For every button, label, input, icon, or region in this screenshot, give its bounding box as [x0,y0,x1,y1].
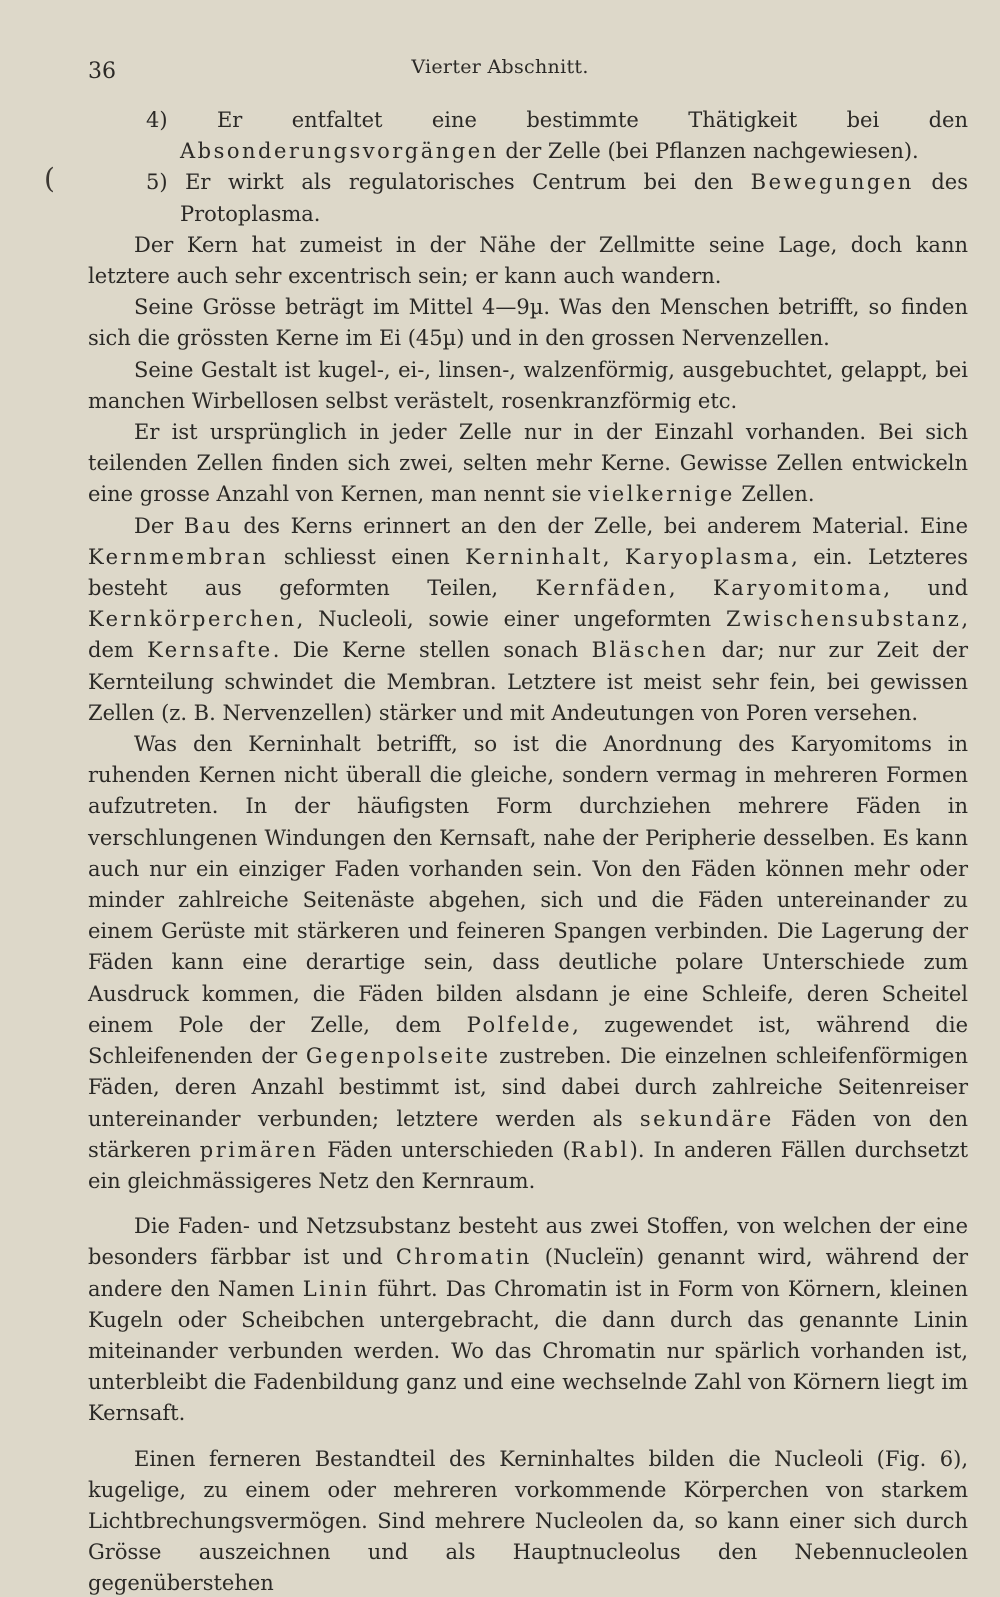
spaced-term: Gegenpolseite [305,1044,491,1069]
list-item-4: 4) Er entfaltet eine bestimmte Thätigkeit bei den Absonderungsvorgängen der Zelle (bei Pflanzen nachgewiesen). [146,108,968,164]
paragraph-contents: Was den Kerninhalt betrifft, so ist die Anordnung des Karyomitoms in ruhenden Kernen nicht überall die gleiche, sondern vermag in mehreren Formen aufzutreten. In der häufigsten Form durchziehen mehrere Fäden in verschlungenen Windungen den Kernsaft, nahe der Peripherie desselben. Es kann auch nur ein einziger Faden vorhanden sein. Von den Fäden können mehr oder minder zahlreiche Seitenäste abgehen, sich und die Fäden untereinander zu einem Gerüste mit stärkeren und feineren Spangen verbinden. Die Lagerung der Fäden kann eine derartige sein, dass deutliche polare Unterschiede zum Ausdruck kommen, die Fäden bilden alsdann je eine Schleife, deren Scheitel einem Pole der Zelle, dem Polfelde, zugewendet ist, während die Schleifenenden der Gegenpolseite zustreben. Die einzelnen schleifenförmigen Fäden, deren Anzahl bestimmt ist, sind dabei durch zahlreiche Seitenreiser untereinander verbunden; letztere werden als sekundäre Fäden von den stärkeren primären Fäden unterschieden (Rabl). In anderen Fällen durchsetzt ein gleichmässigeres Netz den Kernraum. [88,732,969,1193]
body-text [88,105,968,1597]
paragraph-structure: Der Bau des Kerns erinnert an den der Zelle, bei anderem Material. Eine Kernmembran schliesst einen Kerninhalt, Karyoplasma, ein. Letzteres besteht aus geformten Teilen, Kernfäden, Karyomitoma, und Kernkörperchen, Nucleoli, sowie einer ungeformten Zwischensubstanz, dem Kernsafte. Die Kerne stellen sonach Bläschen dar; nur zur Zeit der Kernteilung schwindet die Membran. Letztere ist meist sehr fein, bei gewissen Zellen (z. B. Nervenzellen) stärker und mit Andeutungen von Poren versehen. [88,513,969,725]
page-number: 36 [88,59,116,84]
spaced-term: Absonderungsvorgängen [180,139,499,164]
spaced-term: Linin [302,1276,370,1301]
spaced-term: Chromatin [395,1245,532,1270]
spaced-term: sekundäre [639,1106,774,1131]
spaced-term: Karyomitoma [713,576,884,601]
spaced-term: Karyoplasma [624,544,792,569]
spaced-term: Bläschen [591,638,709,663]
spaced-term: Bau [183,513,233,538]
paragraph-location: Der Kern hat zumeist in der Nähe der Zellmitte seine Lage, doch kann letztere auch sehr excentrisch sein; er kann auch wandern. [88,232,968,289]
paragraph-nucleoli: Einen ferneren Bestandteil des Kerninhaltes bilden die Nucleoli (Fig. 6), kugelige, zu einem oder mehreren vorkommende Körperchen von starkem Lichtbrechungsvermögen. Sind mehrere Nucleolen da, so kann einer sich durch Grösse auszeichnen und als Hauptnucleolus den Nebennucleolen gegenüberstehen [88,1446,968,1596]
spaced-term: Bewegungen [750,170,914,195]
spaced-term: Polfelde [466,1012,573,1037]
paragraph-shape: Seine Gestalt ist kugel-, ei-, linsen-, walzenförmig, ausgebuchtet, gelappt, bei manchen Wirbellosen selbst verästelt, rosenkranzförmig etc. [88,357,968,413]
running-head: Vierter Abschnitt. [411,56,589,78]
spaced-term: Kernsafte [147,638,273,663]
spaced-term: Kernkörperchen [88,607,297,632]
spaced-term: Kernfäden [535,576,669,601]
list-item-5: 5) Er wirkt als regulatorisches Centrum bei den Bewegungen des Protoplasma. [146,170,968,226]
margin-mark: ( [44,162,55,195]
spaced-term: primären [199,1137,319,1162]
paragraph-size: Seine Grösse beträgt im Mittel 4—9µ. Was den Menschen betrifft, so finden sich die grössten Kerne im Ei (45µ) und in den grossen Nervenzellen. [88,295,968,351]
paragraph-number: Er ist ursprünglich in jeder Zelle nur in der Einzahl vorhanden. Bei sich teilenden Zellen finden sich zwei, selten mehr Kerne. Gewisse Zellen entwickeln eine grosse Anzahl von Kernen, man nennt sie vielkernige Zellen. [88,420,968,507]
spaced-term: Kerninhalt [465,544,603,569]
spaced-term: vielkernige [588,482,735,507]
spaced-term: Rabl [570,1137,630,1162]
paragraph-chromatin: Die Faden- und Netzsubstanz besteht aus zwei Stoffen, von welchen der eine besonders färbbar ist und Chromatin (Nucleïn) genannt wird, während der andere den Namen Linin führt. Das Chromatin ist in Form von Körnern, kleinen Kugeln oder Scheibchen untergebracht, die dann durch das genannte Linin miteinander verbunden werden. Wo das Chromatin nur spärlich vorhanden ist, unterbleibt die Fadenbildung ganz und eine wechselnde Zahl von Körnern liegt im Kernsaft. [88,1214,968,1426]
spaced-term: Zwischensubstanz [725,607,962,632]
spaced-term: Kernmembran [88,544,269,569]
